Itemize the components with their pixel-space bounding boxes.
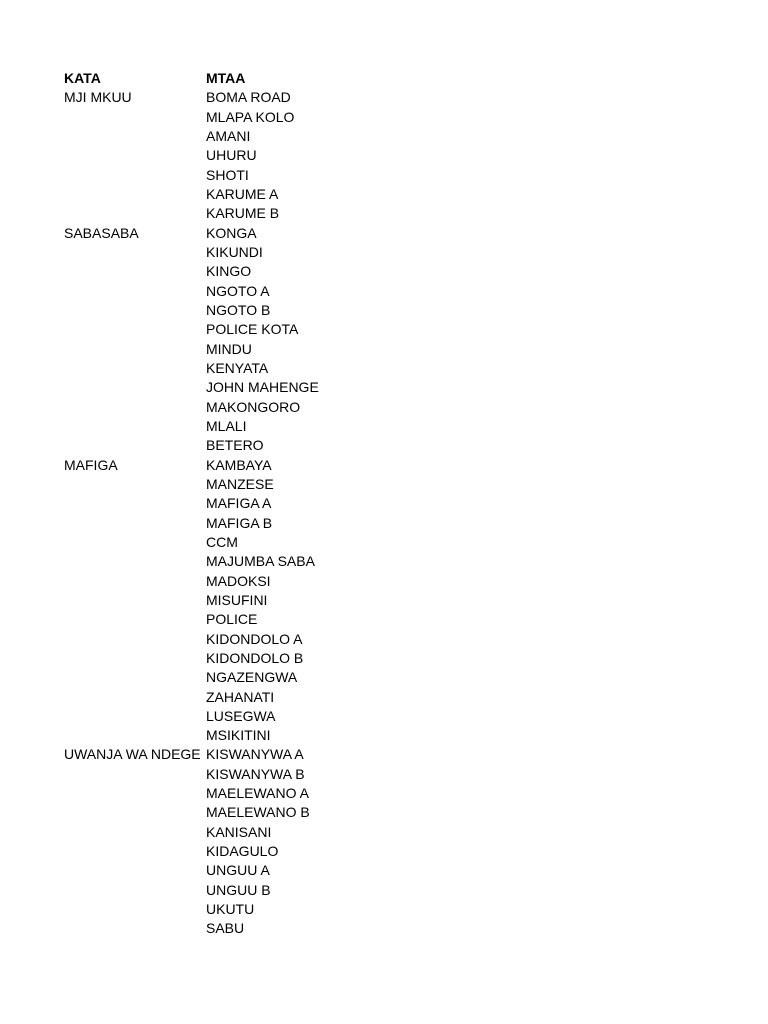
- cell-kata: [64, 552, 206, 571]
- cell-mtaa: MLALI: [206, 417, 247, 434]
- table-row: [64, 146, 406, 165]
- cell-kata: [64, 185, 206, 204]
- cell-mtaa: MAFIGA B: [206, 514, 273, 531]
- table-row: [64, 243, 406, 262]
- cell-mtaa: KONGA: [206, 224, 257, 241]
- cell-mtaa: MISUFINI: [206, 591, 268, 608]
- cell-mtaa: KIDONDOLO B: [206, 649, 304, 666]
- table-row: [64, 359, 406, 378]
- cell-mtaa: SHOTI: [206, 166, 249, 183]
- cell-mtaa: MAFIGA A: [206, 495, 272, 512]
- cell-mtaa: MANZESE: [206, 475, 274, 492]
- table-row: [64, 224, 406, 243]
- cell-kata: [64, 784, 206, 803]
- cell-mtaa: MSIKITINI: [206, 727, 271, 744]
- cell-mtaa: MAELEWANO B: [206, 804, 310, 821]
- table-row: [64, 668, 406, 687]
- table-row: [64, 784, 406, 803]
- cell-mtaa: LUSEGWA: [206, 707, 276, 724]
- table-row: [64, 378, 406, 397]
- cell-kata: [64, 765, 206, 784]
- table-row: [64, 861, 406, 880]
- table-row: [64, 610, 406, 629]
- cell-mtaa: MLAPA KOLO: [206, 108, 295, 125]
- cell-mtaa: KARUME B: [206, 205, 280, 222]
- table-row: [64, 881, 406, 900]
- cell-kata: [64, 301, 206, 320]
- cell-kata: [64, 262, 206, 281]
- table-row: [64, 823, 406, 842]
- cell-kata: [64, 842, 206, 861]
- cell-kata: [64, 900, 206, 919]
- cell-kata: [64, 514, 206, 533]
- cell-mtaa: MAELEWANO A: [206, 785, 309, 802]
- cell-kata: [64, 436, 206, 455]
- table-row: [64, 436, 406, 455]
- cell-mtaa: UNGUU A: [206, 862, 270, 879]
- table-row: [64, 745, 406, 764]
- cell-mtaa: KIDONDOLO A: [206, 630, 303, 647]
- cell-kata: [64, 803, 206, 822]
- cell-kata: SABASABA: [64, 224, 139, 241]
- table-header-row: [64, 69, 406, 88]
- cell-kata: [64, 668, 206, 687]
- table-row: [64, 572, 406, 591]
- table-row: [64, 398, 406, 417]
- cell-mtaa: MAKONGORO: [206, 398, 301, 415]
- cell-mtaa: UNGUU B: [206, 881, 271, 898]
- cell-mtaa: KARUME A: [206, 185, 279, 202]
- table-row: [64, 166, 406, 185]
- table-row: [64, 842, 406, 861]
- cell-mtaa: AMANI: [206, 127, 251, 144]
- cell-mtaa: NGAZENGWA: [206, 669, 298, 686]
- cell-kata: [64, 340, 206, 359]
- table-row: [64, 726, 406, 745]
- cell-kata: [64, 378, 206, 397]
- table-row: [64, 88, 406, 107]
- table-row: [64, 301, 406, 320]
- cell-mtaa: KISWANYWA B: [206, 765, 305, 782]
- cell-mtaa: BOMA ROAD: [206, 89, 291, 106]
- table-row: [64, 900, 406, 919]
- cell-kata: [64, 108, 206, 127]
- cell-kata: [64, 146, 206, 165]
- table-row: [64, 533, 406, 552]
- table-row: [64, 803, 406, 822]
- header-mtaa: MTAA: [206, 70, 246, 86]
- cell-mtaa: POLICE KOTA: [206, 321, 299, 338]
- table-row: [64, 707, 406, 726]
- cell-kata: [64, 282, 206, 301]
- cell-kata: [64, 417, 206, 436]
- cell-kata: [64, 610, 206, 629]
- cell-kata: [64, 881, 206, 900]
- cell-kata: [64, 533, 206, 552]
- cell-mtaa: NGOTO B: [206, 301, 271, 318]
- cell-kata: [64, 127, 206, 146]
- table-row: [64, 127, 406, 146]
- kata-mtaa-table: [64, 69, 406, 939]
- cell-mtaa: JOHN MAHENGE: [206, 379, 319, 396]
- table-row: [64, 630, 406, 649]
- cell-mtaa: KIDAGULO: [206, 843, 279, 860]
- cell-kata: [64, 919, 206, 938]
- table-row: [64, 262, 406, 281]
- cell-mtaa: SABU: [206, 920, 245, 937]
- table-row: [64, 919, 406, 938]
- cell-kata: [64, 591, 206, 610]
- cell-kata: MJI MKUU: [64, 89, 132, 106]
- cell-mtaa: KANISANI: [206, 823, 272, 840]
- cell-kata: [64, 688, 206, 707]
- cell-mtaa: UKUTU: [206, 901, 255, 918]
- table-row: [64, 185, 406, 204]
- cell-kata: [64, 494, 206, 513]
- cell-mtaa: MINDU: [206, 340, 252, 357]
- cell-mtaa: KINGO: [206, 263, 252, 280]
- cell-kata: [64, 707, 206, 726]
- cell-mtaa: KISWANYWA A: [206, 746, 304, 763]
- cell-kata: [64, 320, 206, 339]
- cell-kata: [64, 572, 206, 591]
- cell-kata: [64, 359, 206, 378]
- cell-mtaa: KIKUNDI: [206, 243, 263, 260]
- table-row: [64, 320, 406, 339]
- table-row: [64, 688, 406, 707]
- cell-kata: [64, 475, 206, 494]
- cell-kata: [64, 823, 206, 842]
- table-row: [64, 340, 406, 359]
- cell-kata: [64, 649, 206, 668]
- table-row: [64, 591, 406, 610]
- table-row: [64, 494, 406, 513]
- table-row: [64, 765, 406, 784]
- table-row: [64, 456, 406, 475]
- table-row: [64, 417, 406, 436]
- table-row: [64, 204, 406, 223]
- cell-mtaa: KENYATA: [206, 359, 269, 376]
- table-body: [64, 88, 406, 938]
- table-row: [64, 552, 406, 571]
- cell-mtaa: MADOKSI: [206, 572, 271, 589]
- cell-mtaa: NGOTO A: [206, 282, 270, 299]
- header-kata: KATA: [64, 70, 101, 86]
- cell-kata: [64, 243, 206, 262]
- cell-kata: [64, 630, 206, 649]
- cell-mtaa: BETERO: [206, 437, 264, 454]
- cell-kata: [64, 861, 206, 880]
- cell-kata: [64, 166, 206, 185]
- cell-mtaa: UHURU: [206, 147, 257, 164]
- table-row: [64, 475, 406, 494]
- cell-mtaa: ZAHANATI: [206, 688, 275, 705]
- table-row: [64, 282, 406, 301]
- cell-kata: [64, 204, 206, 223]
- table-row: [64, 514, 406, 533]
- table-row: [64, 108, 406, 127]
- cell-mtaa: POLICE: [206, 611, 258, 628]
- cell-kata: MAFIGA: [64, 456, 118, 473]
- cell-kata: UWANJA WA NDEGE: [64, 746, 201, 763]
- cell-mtaa: CCM: [206, 533, 238, 550]
- cell-kata: [64, 398, 206, 417]
- cell-kata: [64, 726, 206, 745]
- table-row: [64, 649, 406, 668]
- cell-mtaa: KAMBAYA: [206, 456, 272, 473]
- cell-mtaa: MAJUMBA SABA: [206, 553, 315, 570]
